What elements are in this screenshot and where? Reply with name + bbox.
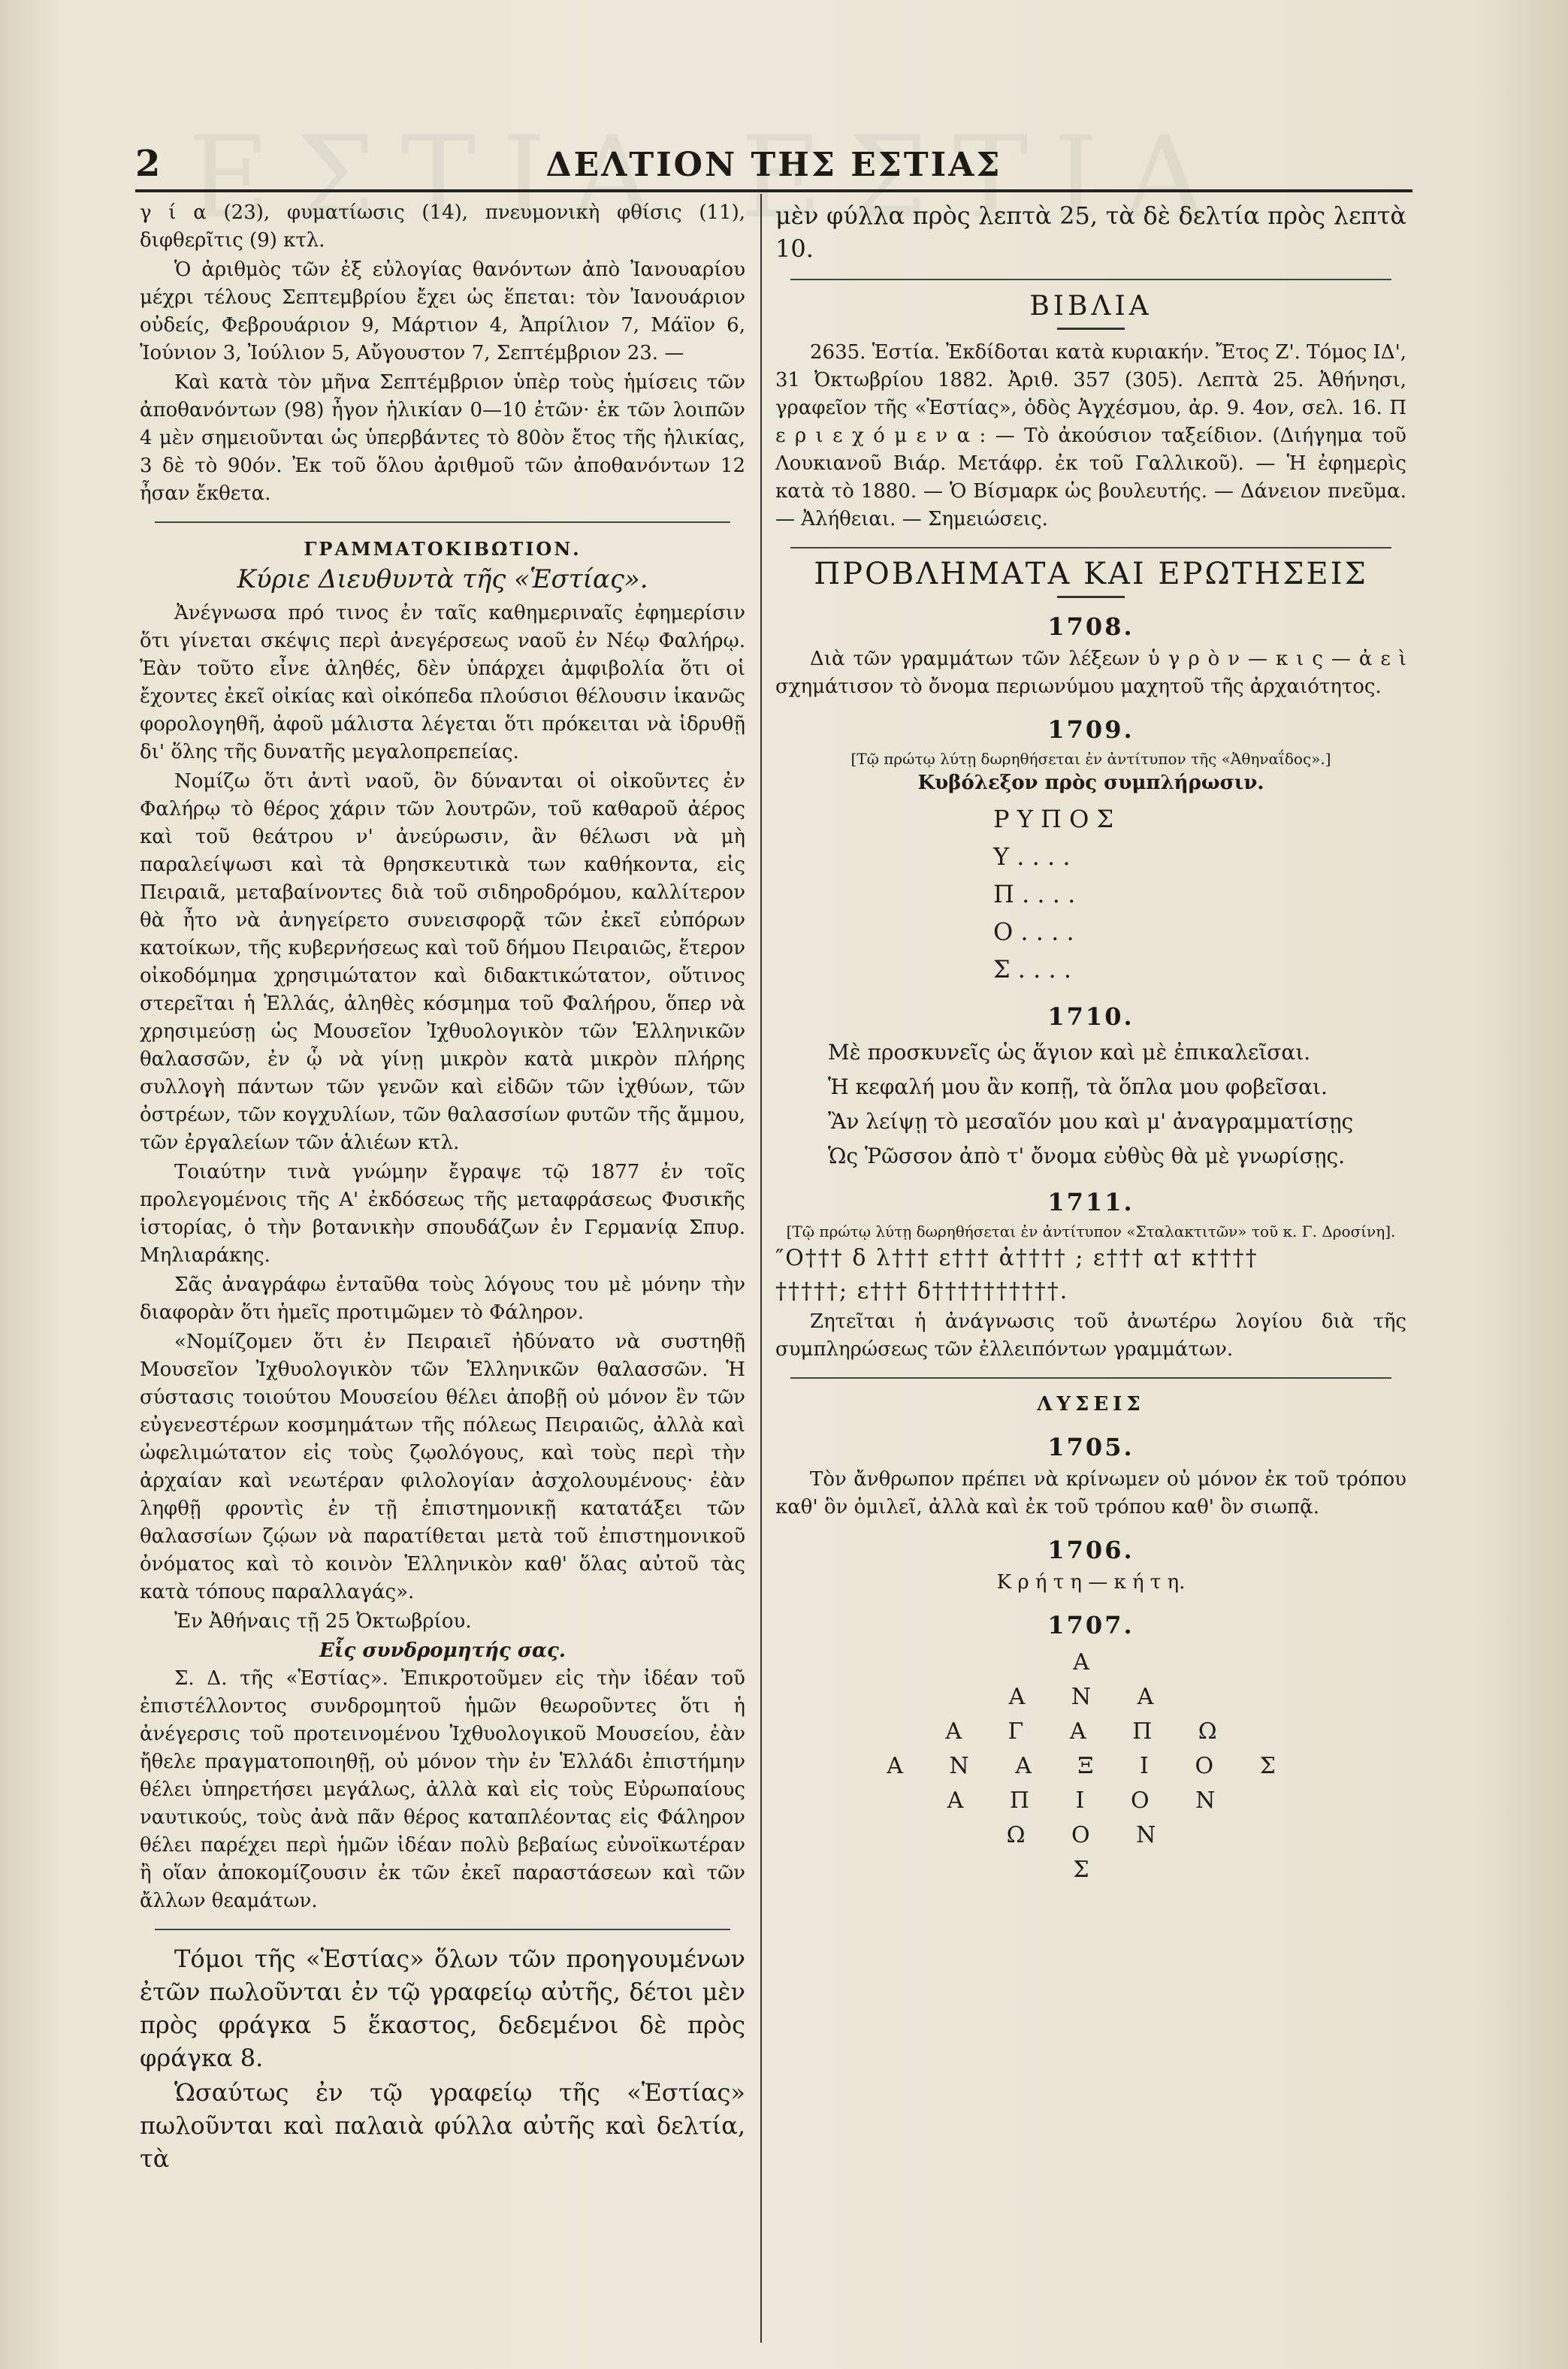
puzzle-row: Ρ Υ Π Ο Σ [993,805,1114,833]
notice-paragraph: Τόμοι τῆς «Ἑστίας» ὅλων τῶν προηγουμένων ἐτῶν πωλοῦνται ἐν τῷ γραφείῳ αὐτῆς, δέτοι μὲν πρὸς φράγκα 5 ἕκαστος, δεδεμένοι δὲ πρὸς φράγκα 8. [140,1944,745,2072]
verse-line: Ἂν λείψῃ τὸ μεσαῖόν μου καὶ μ' ἀναγραμματίσῃς [828,1109,1354,1134]
verse-line: Ὡς Ῥῶσσον ἀπὸ τ' ὄνομα εὐθὺς θὰ μὲ γνωρίσῃς. [828,1144,1346,1168]
solution-number: 1705. [1047,1433,1134,1461]
problem-text: Ζητεῖται ἡ ἀνάγνωσις τοῦ ἀνωτέρω λογίου διὰ τῆς συμπληρώσεως τῶν ἐλλειπόντων γραμμάτων. [775,1310,1406,1361]
letter-paragraph: Σᾶς ἀναγράφω ἐνταῦθα τοὺς λόγους του μὲ μόνην τὴν διαφορὰν ὅτι ἡμεῖς προτιμῶμεν τὸ Φάληρον. [140,1274,745,1324]
section-divider [790,547,1391,548]
editor-reply: Σ. Δ. τῆς «Ἑστίας». Ἐπικροτοῦμεν εἰς τὴν ἰδέαν τοῦ ἐπιστέλλοντος συνδρομητοῦ ἡμῶν θεωροῦντες ὅτι ἡ ἀνέγερσις τοῦ προτεινομένου Ἰχθυολογικοῦ Μουσείου, ἐὰν ἤθελε πραγματοποιηθῇ, οὐ μόνον τὴν ἐν Ἑλλάδι ἐπιστήμην θέλει ὑπηρετήσει μεγάλως, ἀλλὰ καὶ εἰς τοὺς Εὐρωπαίους ναυτικούς, τοὺς ἀνὰ πᾶν θέρος καταπλέοντας εἰς Φάληρον θέλει παρέχει περὶ ἡμῶν ἰδέαν πολὺ βεβαίως εὐνοϊκωτέραν ἢ οἵαν ἀποκομίζουσιν ἐκ τῶν ἐκεῖ παραστάσεων καὶ τῶν ἄλλων θεαμάτων. [140,1667,745,1912]
missing-letters-line: †††††; ε††† δ††††††††††. [775,1278,1069,1304]
letter-address: Κύριε Διευθυντὰ τῆς «Ἑστίας». [237,564,648,594]
problem-number: 1709. [1047,715,1134,744]
short-dash [1057,596,1125,598]
journal-title: ΔΕΛΤΙΟΝ ΤΗΣ ΕΣΤΙΑΣ [545,146,1002,184]
pyramid-row: Ω Ο Ν [1006,1822,1176,1848]
header-rule [135,189,1412,192]
column-rule [760,194,762,2343]
missing-letters-line: ″Ο††† δ λ††† ε††† ἀ†††† ; ε††† α† κ†††† [775,1245,1258,1271]
pyramid-row: Α Ν Α Ξ Ι Ο Σ [887,1753,1295,1779]
problems-heading: ΠΡΟΒΛΗΜΑΤΑ ΚΑΙ ΕΡΩΤΗΣΕΙΣ [814,557,1368,591]
puzzle-row: Ο . . . . [993,917,1074,946]
problem-text: Διὰ τῶν γραμμάτων τῶν λέξεων ὑ γ ρ ὸ ν — κ ι ς — ἀ ε ὶ σχημάτισον τὸ ὄνομα περιωνύμου μαχητοῦ τῆς ἀρχαιότητος. [775,648,1406,698]
books-heading: ΒΙΒΛΙΑ [1029,291,1153,322]
section-divider [790,279,1391,280]
notice-continuation: μὲν φύλλα πρὸς λεπτὰ 25, τὰ δὲ δελτία πρὸς λεπτὰ 10. [775,201,1406,263]
prize-note: [Τῷ πρώτῳ λύτῃ δωρηθήσεται ἐν ἀντίτυπον «Σταλακτιτῶν» τοῦ κ. Γ. Δροσίνη]. [786,1222,1396,1240]
right-column [775,199,1406,1893]
verse-line: Ἡ κεφαλή μου ἂν κοπῇ, τὰ ὅπλα μου φοβεῖσαι. [828,1074,1328,1099]
solution-number: 1707. [1047,1611,1134,1639]
solution-pyramid [775,1645,1406,1887]
puzzle-row: Υ . . . . [993,842,1071,871]
solution-text: Τὸν ἄνθρωπον πρέπει νὰ κρίνωμεν οὐ μόνον ἐκ τοῦ τρόπου καθ' ὃν ὁμιλεῖ, ἀλλὰ καὶ ἐκ τοῦ τρόπου καθ' ὃν σιωπᾷ. [775,1468,1406,1518]
letter-heading: ΓΡΑΜΜΑΤΟΚΙΒΩΤΙΟΝ. [304,538,582,560]
riddle-verse [775,1035,1406,1174]
pyramid-row: Σ [1073,1857,1109,1883]
left-column [140,199,745,2177]
letter-paragraph: Ἀνέγνωσα πρό τινος ἐν ταῖς καθημεριναῖς ἐφημερίσιν ὅτι γίνεται σκέψις περὶ ἀνεγέρσεως ναοῦ ἐν Νέῳ Φαλήρῳ. Ἐὰν τοῦτο εἶνε ἀληθές, δὲν ὑπάρχει ἀμφιβολία ὅτι οἱ ἔχοντες ἐκεῖ οἰκίας καὶ οἰκόπεδα πλούσιοι θέλουσιν ἱκανῶς φορολογηθῆ, ἀφοῦ μάλιστα λέγεται ὅτι πρόκειται νὰ ἱδρυθῇ δι' ὅλης τῆς δυνατῆς μεγαλοπρεπείας. [140,602,745,763]
page-number: 2 [135,143,161,185]
word-square-puzzle [993,800,1406,988]
puzzle-row: Π . . . . [993,880,1076,908]
letter-place-date: Ἐν Ἀθήναις τῇ 25 Ὀκτωβρίου. [174,1610,472,1633]
pyramid-row: Α [1073,1649,1109,1676]
section-divider [155,1929,730,1930]
section-divider [790,1377,1391,1379]
books-entry: 2635. Ἑστία. Ἐκδίδοται κατὰ κυριακήν. Ἔτος Ζ'. Τόμος ΙΔ', 31 Ὀκτωβρίου 1882. Ἀριθ. 357 (305). Λεπτὰ 25. Ἀθήνησι, γραφεῖον τῆς «Ἑστίας», ὁδὸς Ἀγχέσμου, ἀρ. 9. 4ον, σελ. 16. Π ε ρ ι ε χ ό μ ε ν α : — Τὸ ἀκούσιον ταξείδιον. (Διήγημα τοῦ Λουκιανοῦ Βιάρ. Μετάφρ. ἐκ τοῦ Γαλλικοῦ). — Ἡ ἐφημερὶς κατὰ τὸ 1880. — Ὁ Βίσμαρκ ὡς βουλευτής. — Δάνειον πνεῦμα. — Ἀλήθειαι. — Σημειώσεις. [775,341,1406,530]
problem-title: Κυβόλεξον πρὸς συμπλήρωσιν. [917,772,1264,794]
letter-paragraph: «Νομίζομεν ὅτι ἐν Πειραιεῖ ἠδύνατο νὰ συστηθῇ Μουσεῖον Ἰχθυολογικὸν τῶν Ἑλληνικῶν θαλασσῶν. Ἡ σύστασις τοιούτου Μουσείου θέλει ἀποβῇ οὐ μόνον ἓν τῶν εὐγενεστέρων κοσμημάτων τῆς πόλεως Πειραιῶς, ἀλλὰ καὶ ὠφελιμώτατον εἰς τοὺς ζῳολόγους, καὶ τοὺς περὶ τὴν ἀρχαίαν καὶ νεωτέραν φιλολογίαν ἀσχολουμένους· ἐὰν ληφθῇ φροντὶς ἐν τῇ ἐπιστημονικῇ κατατάξει τῶν θαλασσίων ζῴων νὰ παρατίθεται μετὰ τοῦ ἐπιστημονικοῦ ὀνόματος καὶ τὸ κοινὸν Ἑλληνικὸν καθ' ὅλας αὐτοῦ τὰς κατὰ τόπους παραλλαγάς». [140,1331,745,1603]
intro-paragraph: Καὶ κατὰ τὸν μῆνα Σεπτέμβριον ὑπὲρ τοὺς ἡμίσεις τῶν ἀποθανόντων (98) ἦγον ἡλικίαν 0—10 ἐτῶν· ἐκ τῶν λοιπῶν 4 μὲν σημειοῦνται ὡς ὑπερβάντες τὸ 80ὸν ἔτος τῆς ἡλικίας, 3 δὲ τὸ 90όν. Ἐκ τοῦ ὅλου ἀριθμοῦ τῶν ἀποθανόντων 12 ἦσαν ἔκθετα. [140,371,745,505]
pyramid-row: Α Ν Α [1008,1684,1174,1710]
letter-paragraph: Νομίζω ὅτι ἀντὶ ναοῦ, ὃν δύνανται οἱ οἰκοῦντες ἐν Φαλήρῳ τὸ θέρος χάριν τῶν λουτρῶν, τοῦ καθαροῦ ἀέρος καὶ τοῦ θεάτρου ν' ἀνεύρωσιν, ἂν θέλωσι νὰ μὴ παραλείψωσι καὶ τὰ θρησκευτικὰ των καθήκοντα, εἰς Πειραιᾶ, μεταβαίνοντες διὰ τοῦ σιδηροδρόμου, καλλίτερον θὰ ἦτο νὰ ἀνηγείρετο συνεισφορᾷ τῶν ἐκεῖ εὐπόρων κατοίκων, τῆς κυβερνήσεως καὶ τοῦ δήμου Πειραιῶς, ἕτερον οἰκοδόμημα χρησιμώτατον καὶ διδακτικώτατον, οὕτινος στερεῖται ἡ Ἑλλάς, ἀληθὲς κόσμημα τοῦ Φαλήρου, ὅπερ νὰ χρησιμεύσῃ ὡς Μουσεῖον Ἰχθυολογικὸν τῶν Ἑλληνικῶν θαλασσῶν, ἐν ᾧ νὰ γίνῃ μικρὸν κατὰ μικρὸν πλήρης συλλογὴ πάντων τῶν γενῶν καὶ εἰδῶν τῶν ἰχθύων, τῶν ὀστρέων, τῶν κογχυλίων, τῶν θαλασσίων φυτῶν τῆς ἄμμου, τῶν ἐργαλείων τῶν ἁλιέων κτλ. [140,770,745,1154]
pyramid-row: Α Π Ι Ο Ν [947,1787,1235,1814]
letter-signature: Εἷς συνδρομητής σας. [319,1639,566,1662]
page-header [135,143,1412,188]
solution-text: Κ ρ ή τ η — κ ή τ η. [996,1571,1186,1594]
intro-paragraph: γ ί α (23), φυματίωσις (14), πνευμονικὴ φθίσις (11), διφθερῖτις (9) κτλ. [140,201,745,252]
letter-paragraph: Τοιαύτην τινὰ γνώμην ἔγραψε τῷ 1877 ἐν τοῖς προλεγομένοις τῆς Α' ἐκδόσεως τῆς μεταφράσεως Φυσικῆς ἱστορίας, ὁ τὴν βοτανικὴν σπουδάζων ἐν Γερμανίᾳ Σπυρ. Μηλιαράκης. [140,1161,745,1267]
short-dash [1057,328,1125,330]
problem-number: 1711. [1047,1188,1134,1216]
section-divider [155,521,730,523]
problem-number: 1708. [1047,612,1134,641]
prize-note: [Τῷ πρώτῳ λύτῃ δωρηθήσεται ἐν ἀντίτυπον τῆς «Ἀθηναΐδος».] [850,750,1331,768]
problem-number: 1710. [1047,1002,1134,1031]
intro-paragraph: Ὁ ἀριθμὸς τῶν ἐξ εὐλογίας θανόντων ἀπὸ Ἰανουαρίου μέχρι τέλους Σεπτεμβρίου ἔχει ὡς ἕπεται: τὸν Ἰανουάριον οὐδείς, Φεβρουάριον 9, Μάρτιον 4, Ἀπρίλιον 7, Μάϊον 6, Ἰούνιον 3, Ἰούλιον 5, Αὔγουστον 7, Σεπτέμβριον 23. — [140,258,745,364]
solution-number: 1706. [1047,1536,1134,1564]
solutions-heading: ΛΥΣΕΙΣ [1037,1393,1145,1416]
verse-line: Μὲ προσκυνεῖς ὡς ἅγιον καὶ μὲ ἐπικαλεῖσαι. [828,1040,1311,1065]
pyramid-row: Α Γ Α Π Ω [945,1718,1237,1745]
notice-paragraph: Ὡσαύτως ἐν τῷ γραφείῳ τῆς «Ἑστίας» πωλοῦνται καὶ παλαιὰ φύλλα αὐτῆς καὶ δελτία, τὰ [140,2078,745,2173]
puzzle-row: Σ . . . . [993,955,1071,984]
